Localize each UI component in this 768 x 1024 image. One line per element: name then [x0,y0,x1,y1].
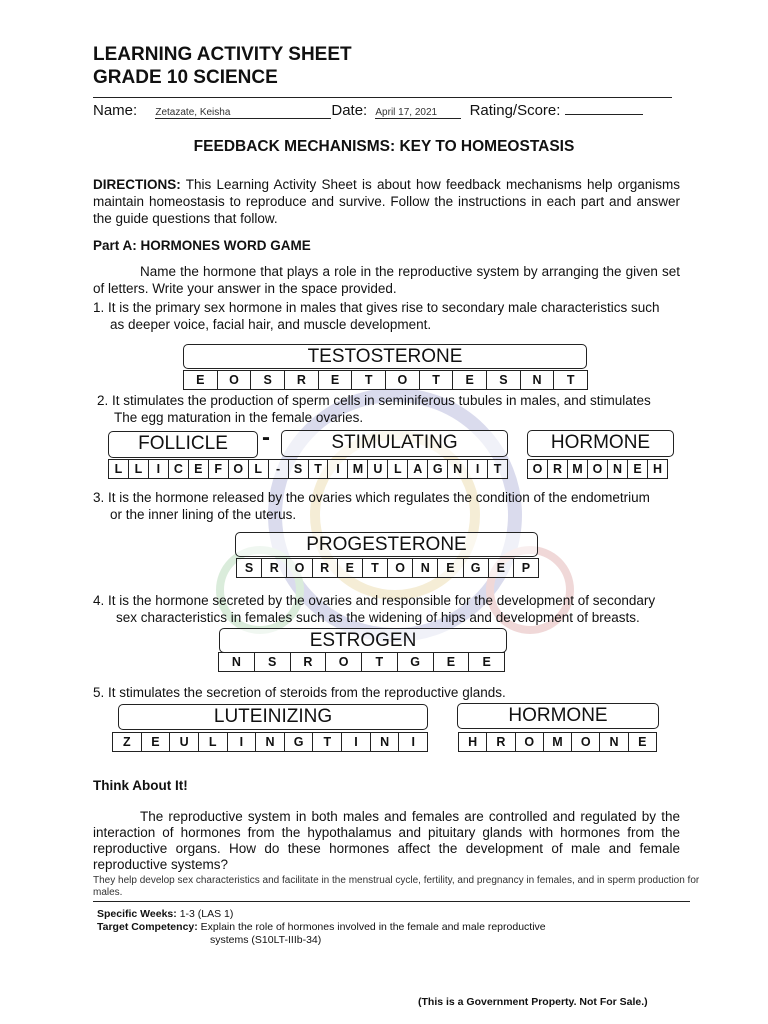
letter-tile: U [170,733,199,751]
letter-tile: N [608,460,628,478]
rating-label: Rating/Score: [469,102,561,119]
question-number: 5. [93,685,105,700]
letter-tile: S [487,371,521,389]
letter-tile: M [544,733,572,751]
question-number: 3. [93,490,105,505]
letter-tile: N [256,733,285,751]
specific-weeks [97,908,233,921]
letter-tile: O [229,460,249,478]
directions-text: This Learning Activity Sheet is about how feedback mechanisms help organisms maintain homeostasis to reproduce and survive. Follow the instructions in each part and answer the guide questions that follow. [93,177,680,226]
letter-row-2b [527,459,668,479]
letter-tile: U [368,460,388,478]
answer-box-1[interactable]: TESTOSTERONE [183,344,587,369]
letter-tile: N [521,371,555,389]
question-4 [93,592,683,626]
letter-tile: G [428,460,448,478]
letter-tile: L [199,733,228,751]
question-text: It stimulates the secretion of steroids from the reproductive glands. [108,685,506,700]
weeks-value: 1-3 (LAS 1) [179,908,234,920]
letter-tile: S [255,653,291,671]
letter-tile: E [453,371,487,389]
letter-tile: M [348,460,368,478]
answer-box-3[interactable]: PROGESTERONE [235,532,538,557]
letter-tile: T [309,460,329,478]
letter-tile: T [554,371,588,389]
question-text: It is the hormone secreted by the ovaries and responsible for the development of secondary [108,593,656,608]
letter-tile: H [648,460,668,478]
section-title: FEEDBACK MECHANISMS: KEY TO HOMEOSTASIS [193,138,575,155]
date-value: April 17, 2021 [375,107,438,118]
letter-tile: O [386,371,420,389]
think-answer[interactable]: They help develop sex characteristics and facilitate in the menstrual cycle, fertility, and pregnancy in females, and in sperm production for males. [93,875,700,898]
letter-row-4 [218,652,505,672]
letter-tile: L [388,460,408,478]
answer-box-2c[interactable]: HORMONE [527,430,674,457]
letter-tile: I [228,733,257,751]
letter-tile: O [572,733,600,751]
letter-tile: I [342,733,371,751]
letter-tile: E [338,559,363,577]
letter-tile: R [487,733,515,751]
letter-tile: E [184,371,218,389]
sheet-subtitle: GRADE 10 SCIENCE [93,67,278,88]
hyphen: - [262,424,270,451]
letter-tile: R [262,559,287,577]
question-3 [93,489,683,523]
letter-tile: E [628,460,648,478]
letter-tile: E [142,733,171,751]
part-a-instructions: Name the hormone that plays a role in the reproductive system by arranging the given set of letters. Write your answer in the space provided. [93,264,680,296]
date-label: Date: [331,102,368,119]
letter-tile: A [408,460,428,478]
letter-tile: E [489,559,514,577]
name-field[interactable] [155,107,331,119]
letter-tile: I [328,460,348,478]
question-text: It stimulates the production of sperm cells in seminiferous tubules in males, and stimulates [112,393,651,408]
name-label: Name: [93,102,138,119]
directions-label: DIRECTIONS: [93,177,181,192]
letter-tile: I [468,460,488,478]
think-question: The reproductive system in both males and females are controlled and regulated by the interaction of hormones from the hypothalamus and pituitary glands with hormones from the reproductive organs. How do these hormones affect the development of male and female reproductive systems? [93,809,680,872]
letter-row-3 [236,558,539,578]
letter-row-2a [108,459,508,479]
letter-tile: G [464,559,489,577]
letter-tile: O [287,559,312,577]
answer-box-5b[interactable]: HORMONE [457,703,659,729]
government-property-note: (This is a Government Property. Not For Sale.) [418,996,648,1008]
letter-tile: T [488,460,508,478]
letter-row-5a [112,732,428,752]
letter-tile: R [285,371,319,389]
question-1 [93,299,683,333]
letter-tile: S [289,460,309,478]
letter-tile: O [218,371,252,389]
question-number: 1. [93,300,105,315]
letter-tile: N [600,733,628,751]
letter-tile: E [438,559,463,577]
letter-tile: T [313,733,342,751]
letter-tile: P [514,559,539,577]
sheet-title: LEARNING ACTIVITY SHEET [93,44,352,65]
letter-tile: S [237,559,262,577]
competency-text-cont: systems (S10LT-IIIb-34) [210,934,322,946]
name-value: Zetazate, Keisha [155,107,231,118]
letter-tile: N [413,559,438,577]
letter-tile: T [362,653,398,671]
question-text-cont: or the inner lining of the uterus. [110,507,297,522]
letter-tile: O [588,460,608,478]
question-number: 4. [93,593,105,608]
letter-tile: S [251,371,285,389]
letter-tile: E [469,653,505,671]
target-competency [97,921,546,934]
letter-tile: G [398,653,434,671]
part-a-title: Part A: HORMONES WORD GAME [93,238,311,253]
letter-tile: R [291,653,327,671]
letter-tile: I [399,733,428,751]
letter-tile: M [568,460,588,478]
answer-box-4[interactable]: ESTROGEN [219,628,507,653]
question-text-cont: The egg maturation in the female ovaries. [114,410,364,425]
letter-tile: O [528,460,548,478]
letter-tile: F [209,460,229,478]
question-text-cont: sex characteristics in females such as the widening of hips and development of breasts. [116,610,640,625]
letter-row-1 [183,370,588,390]
letter-tile: E [189,460,209,478]
think-title: Think About It! [93,778,188,793]
date-field[interactable] [375,107,461,119]
answer-box-2b[interactable]: STIMULATING [281,430,508,457]
rating-field[interactable] [565,114,643,115]
directions [93,176,680,227]
letter-tile: N [448,460,468,478]
question-5 [93,684,683,701]
letter-tile: T [420,371,454,389]
question-text-cont: as deeper voice, facial hair, and muscle development. [110,317,432,332]
letter-tile: Z [113,733,142,751]
question-2 [97,392,687,426]
weeks-label: Specific Weeks: [97,908,177,920]
letter-tile: C [169,460,189,478]
letter-tile: N [219,653,255,671]
letter-tile: N [371,733,400,751]
letter-tile: E [434,653,470,671]
letter-tile: O [388,559,413,577]
answer-box-5a[interactable]: LUTEINIZING [118,704,428,730]
letter-tile: R [313,559,338,577]
header-rule [93,97,672,98]
competency-label: Target Competency: [97,921,198,933]
question-number: 2. [97,393,109,408]
letter-tile: O [326,653,362,671]
letter-tile: L [109,460,129,478]
letter-tile: L [129,460,149,478]
competency-text: Explain the role of hormones involved in the female and male reproductive [200,921,546,933]
question-text: It is the hormone released by the ovaries which regulates the condition of the endometrium [108,490,650,505]
letter-tile: I [149,460,169,478]
letter-tile: H [459,733,487,751]
letter-tile: E [319,371,353,389]
letter-tile: O [516,733,544,751]
answer-rule [93,901,690,902]
letter-tile: E [629,733,657,751]
letter-tile: - [269,460,289,478]
letter-tile: L [249,460,269,478]
letter-tile: R [548,460,568,478]
question-text: It is the primary sex hormone in males that gives rise to secondary male characteristics such [108,300,660,315]
letter-tile: G [285,733,314,751]
letter-row-5b [458,732,657,752]
answer-box-2a[interactable]: FOLLICLE [108,431,258,458]
letter-tile: T [352,371,386,389]
student-info-row [93,102,643,119]
letter-tile: T [363,559,388,577]
